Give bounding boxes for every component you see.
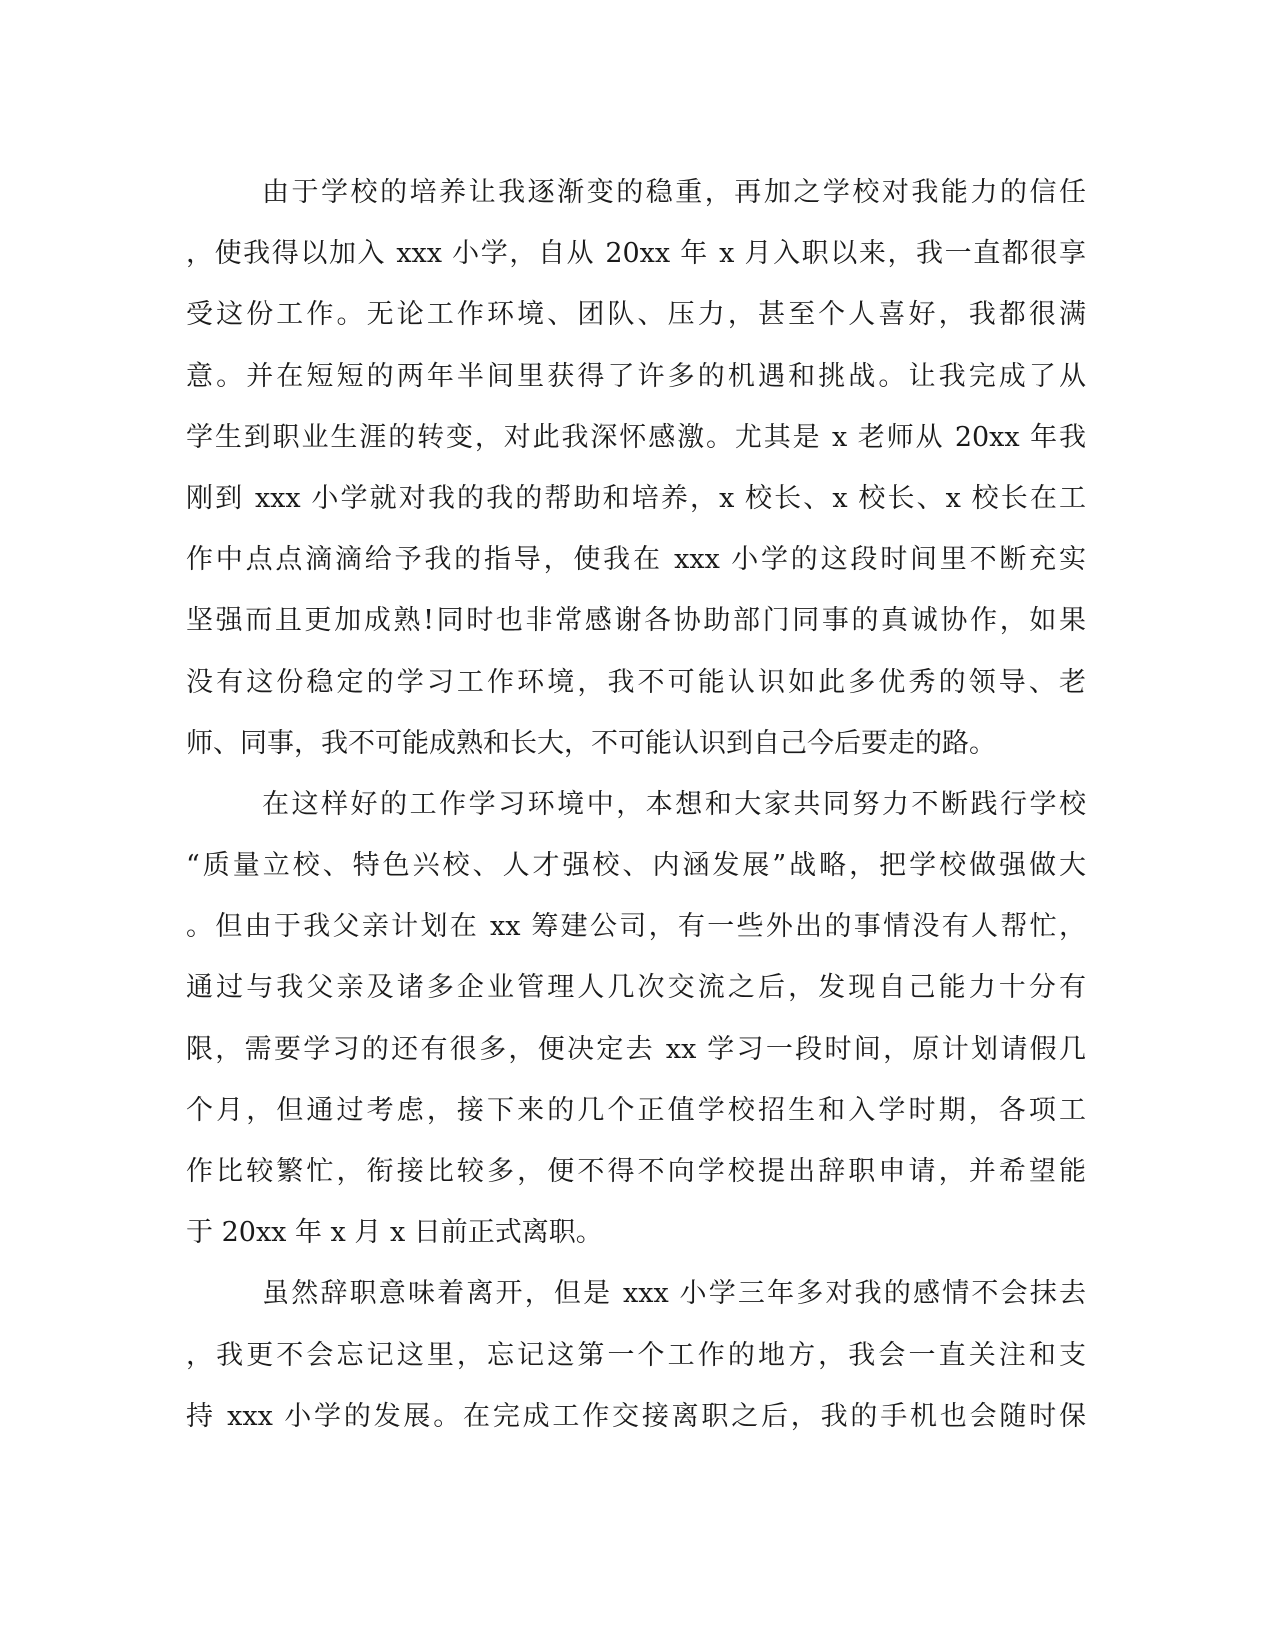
paragraph-1 (186, 162, 1086, 774)
text-line: 受这份工作。无论工作环境、团队、压力，甚至个人喜好，我都很满 (186, 299, 1086, 331)
text-line: ，我更不会忘记这里，忘记这第一个工作的地方，我会一直关注和支 (186, 1339, 1086, 1371)
text-line: 限，需要学习的还有很多，便决定去 xx 学习一段时间，原计划请假几 (186, 1033, 1086, 1065)
text-line: 没有这份稳定的学习工作环境，我不可能认识如此多优秀的领导、老 (186, 666, 1086, 698)
text-line: 持 xxx 小学的发展。在完成工作交接离职之后，我的手机也会随时保 (186, 1400, 1086, 1432)
text-line: 。但由于我父亲计划在 xx 筹建公司，有一些外出的事情没有人帮忙， (186, 911, 1086, 943)
text-line: 作比较繁忙，衔接比较多，便不得不向学校提出辞职申请，并希望能 (186, 1156, 1086, 1187)
text-line: 通过与我父亲及诸多企业管理人几次交流之后，发现自己能力十分有 (186, 972, 1086, 1004)
document-body (186, 162, 1086, 1447)
paragraph-3 (186, 1263, 1086, 1447)
text-line: 个月，但通过考虑，接下来的几个正值学校招生和入学时期，各项工 (186, 1094, 1086, 1126)
text-line: 于 20xx 年 x 月 x 日前正式离职。 (186, 1217, 603, 1249)
text-line: “质量立校、特色兴校、人才强校、内涵发展”战略，把学校做强做大 (186, 850, 1086, 882)
text-line: ，使我得以加入 xxx 小学，自从 20xx 年 x 月入职以来，我一直都很享 (186, 238, 1086, 270)
text-line: 刚到 xxx 小学就对我的我的帮助和培养，x 校长、x 校长、x 校长在工 (186, 482, 1086, 514)
text-line: 学生到职业生涯的转变，对此我深怀感激。尤其是 x 老师从 20xx 年我 (186, 421, 1086, 453)
text-line: 虽然辞职意味着离开，但是 xxx 小学三年多对我的感情不会抹去 (262, 1278, 1086, 1310)
text-line: 师、同事，我不可能成熟和长大，不可能认识到自己今后要走的路。 (186, 727, 996, 759)
text-line: 意。并在短短的两年半间里获得了许多的机遇和挑战。让我完成了从 (186, 360, 1086, 392)
text-line: 在这样好的工作学习环境中，本想和大家共同努力不断践行学校 (262, 788, 1086, 820)
text-line: 作中点点滴滴给予我的指导，使我在 xxx 小学的这段时间里不断充实 (186, 544, 1086, 576)
text-line: 坚强而且更加成熟!同时也非常感谢各协助部门同事的真诚协作，如果 (186, 605, 1086, 637)
text-line: 由于学校的培养让我逐渐变的稳重，再加之学校对我能力的信任 (262, 177, 1086, 208)
paragraph-2 (186, 774, 1086, 1264)
